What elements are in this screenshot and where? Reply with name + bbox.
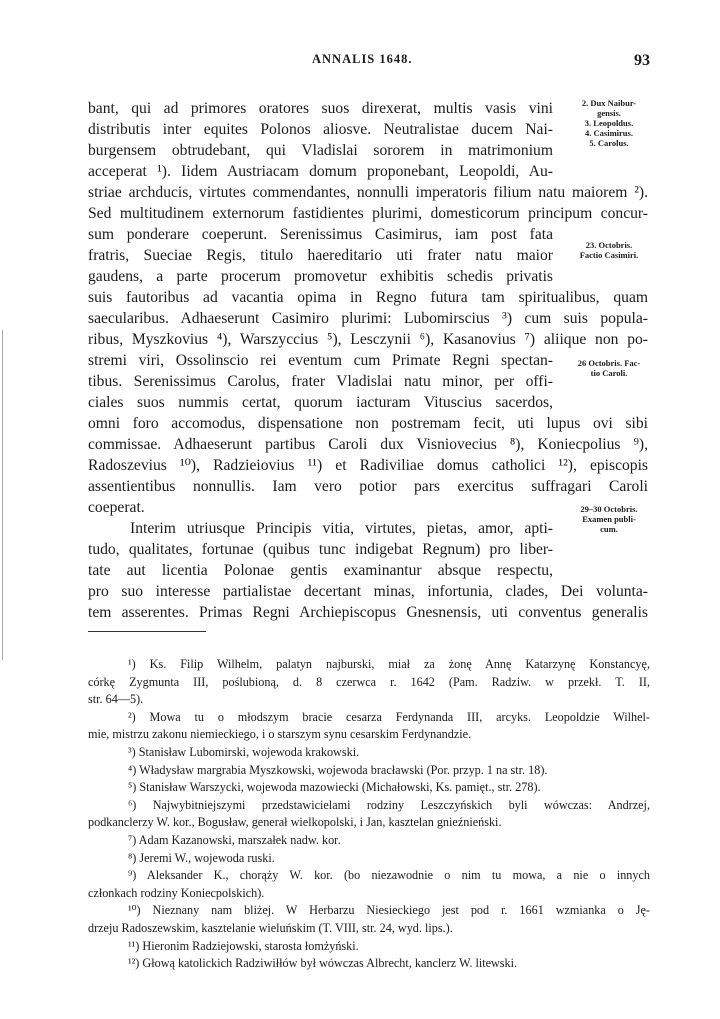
text-line: ciales suos nummis certat, quorum iacturam Vituscius sacerdos, — [88, 394, 553, 411]
text-line: commissae. Adhaeserunt partibus Caroli dux Visniovecius ⁸), Koniecpolius ⁹), — [88, 436, 648, 453]
footnote-line: ¹) Ks. Filip Wilhelm, palatyn najburski, miał za żonę Annę Katarzynę Konstancyę, — [128, 657, 650, 671]
text-line: acceperat ¹). Iidem Austriacam domum proponebant, Leopoldi, Au- — [88, 163, 553, 180]
footnote-line: mie, mistrzu zakonu niemieckiego, i o starszym synu cesarskim Ferdynandzie. — [88, 727, 472, 742]
text-line: tate aut licentia Polonae gentis examinantur absque respectu, — [88, 562, 553, 579]
footnote-line: ⁹) Aleksander K., chorąży W. kor. (bo niezawodnie o nim tu mowa, a nie o innych — [128, 868, 650, 883]
binding-edge — [2, 330, 9, 660]
page-number: 93 — [634, 52, 650, 69]
footnote-line: ⁵) Stanisław Warszycki, wojewoda mazowiecki (Michałowski, Ks. pamięt., str. 278). — [128, 780, 541, 795]
text-line: tem asserentes. Primas Regni Archiepiscopus Gnesnensis, uti conventus generalis — [88, 604, 648, 621]
text-line: ribus, Myszkovius ⁴), Warszyccius ⁵), Lesczynii ⁶), Kasanovius ⁷) aliique non po- — [88, 331, 648, 348]
footnote-line: ⁷) Adam Kazanowski, marszałek nadw. kor. — [128, 833, 341, 847]
footnote-line: ⁸) Jeremi W., wojewoda ruski. — [128, 850, 275, 865]
text-line: striae archducis, virtutes commendantes, nonnulli imperatoris filium natu maiorem ²). — [88, 184, 648, 201]
text-line: saecularibus. Adhaeserunt Casimiro plurimi: Lubomirscius ³) cum suis popula- — [88, 310, 648, 327]
text-line: Interim utriusque Principis vitia, virtutes, pietas, amor, apti- — [130, 520, 553, 537]
text-line: omni foro accomodus, dispensatione non postremam fecit, uti lupus ovi sibi — [88, 415, 648, 432]
footnote-line: drzeju Radoszewskim, kasztelanie wieluńskim (T. VIII, str. 24, wyd. lips.). — [88, 921, 453, 935]
footnote-line: str. 64—5). — [88, 692, 144, 707]
footnote-line: ⁴) Władysław margrabia Myszkowski, wojewoda bracławski (Por. przyp. 1 na str. 18). — [128, 762, 548, 777]
footnote-line: córkę Zygmunta III, poślubioną, d. 8 czerwca r. 1642 (Pam. Radziw. w przekł. T. II, — [88, 674, 650, 689]
footnote-line: podkanclerzy W. kor., Bogusław, generał wielkopolski, i Jan, kasztelan gnieźnieński. — [88, 815, 502, 830]
footnote-rule — [88, 631, 206, 632]
footnote-line: członkach rodziny Koniecpolskich). — [88, 885, 265, 900]
footnote-line: ³) Stanisław Lubomirski, wojewoda krakowski. — [128, 745, 360, 759]
footnote-line: ¹¹) Hieronim Radziejowski, starosta łomżyński. — [128, 938, 359, 953]
margin-note: 2. Dux Naibur- gensis. 3. Leopoldus. 4. Casimirus. 5. Carolus. — [581, 98, 637, 148]
footnote-line: ²) Mowa tu o młodszym bracie cesarza Ferdynanda III, arcyks. Leopoldzie Wilhel- — [128, 709, 650, 724]
footnote-line: ¹²) Głową katolickich Radziwiłłów był wówczas Albrecht, kanclerz W. litewski. — [128, 956, 518, 971]
text-line: bant, qui ad primores oratores suos direxerat, multis vasis vini — [88, 100, 553, 117]
running-title: ANNALIS 1648. — [312, 52, 413, 66]
text-line: suis fautoribus ad vacantia opima in Regno futura tam spiritualibus, quam — [88, 289, 648, 306]
margin-note: 29–30 Octobris. Examen publi- cum. — [580, 504, 638, 534]
text-line: burgensem obtrudebant, qui Vladislai sororem in matrimonium — [88, 142, 553, 159]
text-line: tibus. Serenissimus Carolus, frater Vladislai natu minor, per offi- — [88, 373, 553, 390]
text-line: assentientibus nonnullis. Iam vero potior pars exercitus suffragari Caroli — [88, 478, 648, 495]
text-line: distributis inter equites Polonos aliosve. Neutralistae ducem Nai- — [88, 121, 553, 138]
text-line: Sed multitudinem externorum fastidientes plurimi, domesticorum principum concur- — [88, 205, 648, 222]
text-line: sum ponderare coeperunt. Serenissimus Casimirus, iam post fata — [88, 226, 553, 243]
margin-note: 26 Octobris. Fac- tio Caroli. — [577, 358, 641, 378]
text-line: fratris, Sueciae Regis, titulo haereditario uti frater natu maior — [88, 247, 553, 264]
page-header — [90, 52, 650, 72]
text-line: gaudens, a parte procerum promovetur exhibitis schedis privatis — [88, 268, 553, 285]
footnote-line: ¹⁰) Nieznany nam bliżej. W Herbarzu Niesieckiego jest pod r. 1661 wzmianka o Ję- — [128, 903, 650, 918]
text-line: stremi viri, Ossolinscio rei eventum cum Primate Regni spectan- — [88, 352, 553, 369]
margin-note: 23. Octobris. Factio Casimiri. — [579, 240, 639, 260]
text-line: pro suo interesse partialistae decertant minas, infortunia, clades, Dei volunta- — [88, 583, 648, 600]
text-line: Radoszevius ¹⁰), Radzieiovius ¹¹) et Radiviliae domus catholici ¹²), episcopis — [88, 457, 648, 474]
text-line: tudo, qualitates, fortunae (quibus tunc indigebat Regnum) pro liber- — [88, 541, 553, 558]
text-line: coeperat. — [88, 499, 145, 516]
footnote-line: ⁶) Najwybitniejszymi przedstawicielami rodziny Leszczyńskich byli wówczas: Andrzej, — [128, 797, 650, 812]
